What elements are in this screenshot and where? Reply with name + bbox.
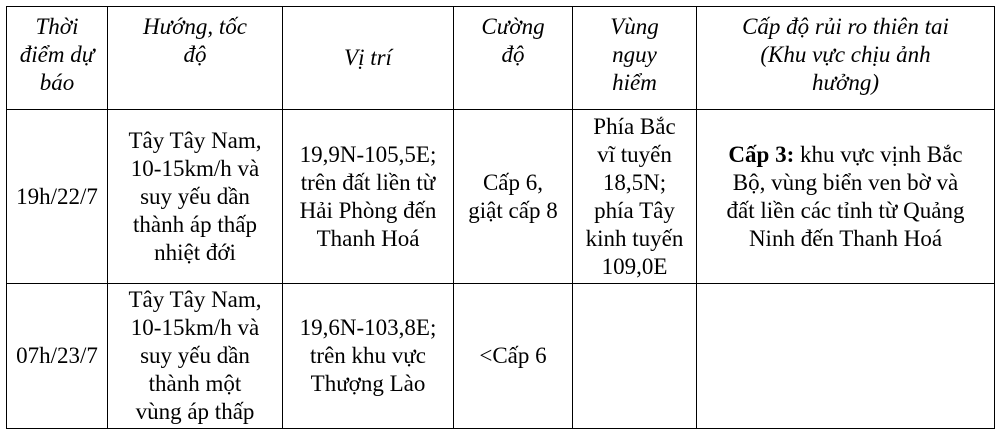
- cell-intensity: Cấp 6, giật cấp 8: [454, 110, 573, 284]
- risk-level-label: Cấp 3:: [728, 141, 795, 167]
- cell-danger-zone: [573, 284, 697, 429]
- cell-direction: Tây Tây Nam, 10-15km/h và suy yếu dần thành áp thấp nhiệt đới: [108, 110, 283, 284]
- table-header-row: [7, 7, 995, 110]
- table-row: [7, 284, 995, 429]
- header-danger-zone: Vùng nguy hiểm: [573, 7, 697, 110]
- cell-position: 19,6N-103,8E; trên khu vực Thượng Lào: [283, 284, 454, 429]
- cell-direction: Tây Tây Nam, 10-15km/h và suy yếu dần thành một vùng áp thấp: [108, 284, 283, 429]
- cell-time: 07h/23/7: [7, 284, 108, 429]
- header-intensity: Cường độ: [454, 7, 573, 110]
- header-forecast-time: Thời điểm dự báo: [7, 7, 108, 110]
- cell-risk: Cấp 3: khu vực vịnh Bắc Bộ, vùng biển ven bờ và đất liền các tỉnh từ Quảng Ninh đến Thanh Hoá: [697, 110, 995, 284]
- table-row: [7, 110, 995, 284]
- header-risk-level: Cấp độ rủi ro thiên tai (Khu vực chịu ảnh hưởng): [697, 7, 995, 110]
- cell-intensity: <Cấp 6: [454, 284, 573, 429]
- cell-position: 19,9N-105,5E; trên đất liền từ Hải Phòng đến Thanh Hoá: [283, 110, 454, 284]
- cell-risk: [697, 284, 995, 429]
- header-position: Vị trí: [283, 7, 454, 110]
- header-direction-speed: Hướng, tốc độ: [108, 7, 283, 110]
- forecast-table: [6, 6, 995, 429]
- cell-time: 19h/22/7: [7, 110, 108, 284]
- cell-danger-zone: Phía Bắc vĩ tuyến 18,5N; phía Tây kinh tuyến 109,0E: [573, 110, 697, 284]
